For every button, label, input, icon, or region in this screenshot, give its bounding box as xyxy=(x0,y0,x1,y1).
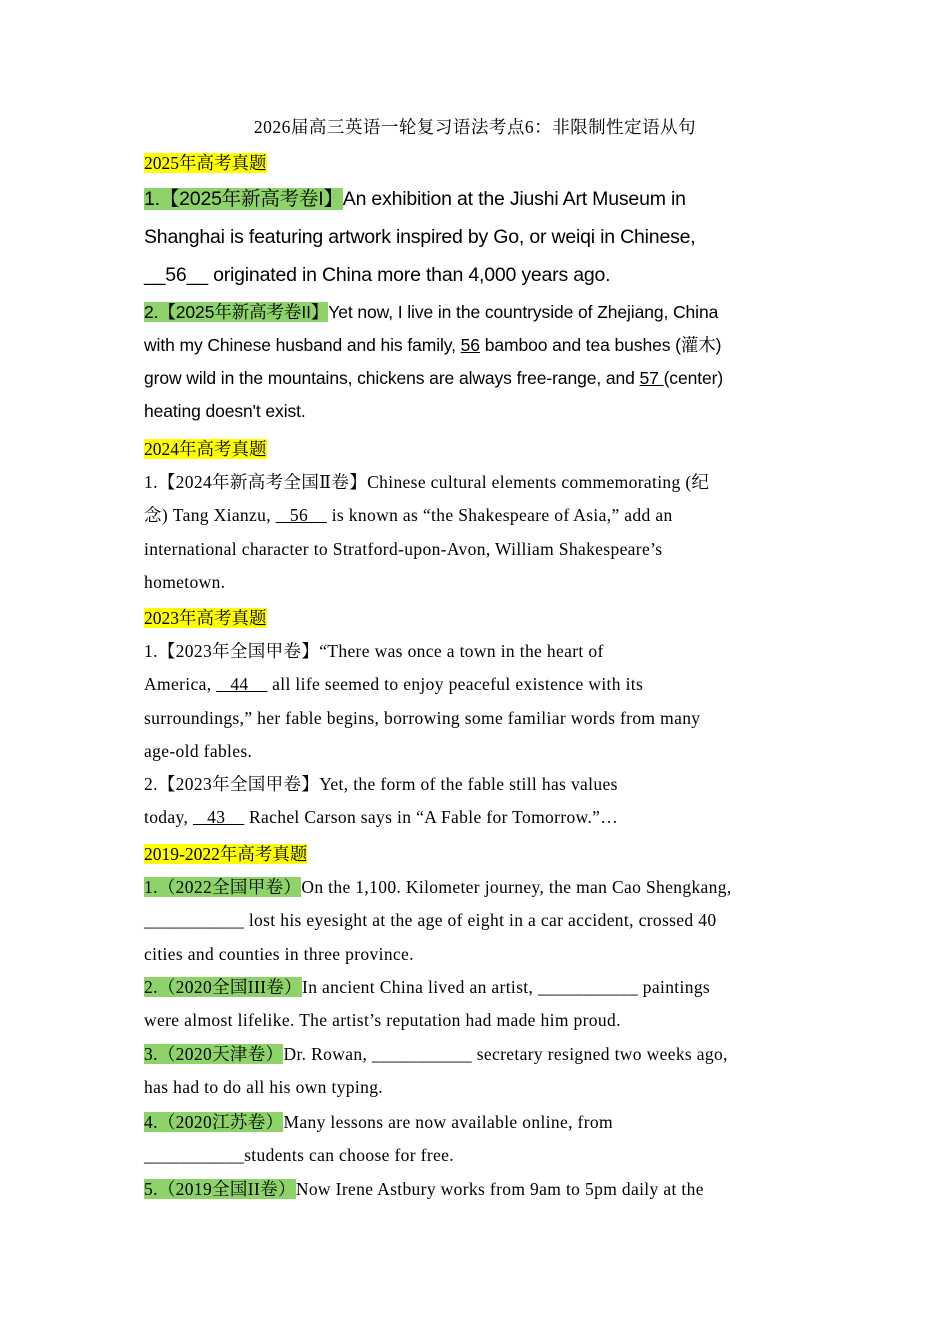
question-line: 4.（2020江苏卷）Many lessons are now available online, from xyxy=(144,1112,613,1132)
question-line: with my Chinese husband and his family, 56 bamboo and tea bushes (灌木) xyxy=(144,335,722,355)
question-tag: 1.【2023年全国甲卷】 xyxy=(144,641,320,661)
question-2023-2 xyxy=(144,768,809,835)
question-2020-4 xyxy=(144,1106,809,1173)
question-line: Shanghai is featuring artwork inspired by Go, or weiqi in Chinese, xyxy=(144,226,696,248)
question-line: age-old fables. xyxy=(144,740,253,761)
question-tag: 2.【2023年全国甲卷】 xyxy=(144,774,320,794)
blank-56: 56 xyxy=(275,505,327,526)
question-line: __56__ originated in China more than 4,000 years ago. xyxy=(144,264,611,286)
question-2025-1 xyxy=(144,180,809,294)
question-line xyxy=(144,180,809,218)
question-line: today, 43 Rachel Carson says in “A Fable for Tomorrow.”… xyxy=(144,807,619,828)
question-tag: 1.【2024年新高考全国Ⅱ卷】 xyxy=(144,472,368,492)
question-tag: 5.（2019全国II卷） xyxy=(144,1179,296,1199)
question-line xyxy=(144,296,809,329)
question-line: 5.（2019全国II卷）Now Irene Astbury works from 9am to 5pm daily at the xyxy=(144,1179,704,1199)
question-tag: 1.（2022全国甲卷） xyxy=(144,877,302,897)
question-tag: 4.（2020江苏卷） xyxy=(144,1112,284,1132)
question-line: 3.（2020天津卷）Dr. Rowan, ___________ secretary resigned two weeks ago, xyxy=(144,1044,728,1064)
question-line: hometown. xyxy=(144,571,226,592)
blank-56: 56 xyxy=(460,335,480,355)
blank-44: 44 xyxy=(216,674,268,695)
blank-43: 43 xyxy=(192,807,245,828)
question-tag: 2.（2020全国III卷） xyxy=(144,977,303,997)
question-2025-2 xyxy=(144,296,809,428)
question-text: Yet now, I live in the countryside of Zhejiang, China xyxy=(328,302,719,322)
section-heading-2019-2022: 2019-2022年高考真题 xyxy=(144,844,308,864)
question-line: 1.（2022全国甲卷）On the 1,100. Kilometer journey, the man Cao Shengkang, xyxy=(144,877,732,897)
blank-57: 57 xyxy=(639,368,664,388)
question-2020-3 xyxy=(144,1038,809,1105)
question-2022-1 xyxy=(144,871,809,971)
question-line: ___________students can choose for free. xyxy=(144,1145,454,1166)
question-line: 2.（2020全国III卷）In ancient China lived an artist, ___________ paintings xyxy=(144,977,711,997)
question-line: cities and counties in three province. xyxy=(144,943,414,964)
question-line: international character to Stratford-upon-Avon, William Shakespeare’s xyxy=(144,538,663,559)
question-line: has had to do all his own typing. xyxy=(144,1077,384,1098)
question-text: An exhibition at the Jiushi Art Museum in xyxy=(342,188,686,210)
section-heading-2024: 2024年高考真题 xyxy=(144,439,267,459)
question-line: 1.【2024年新高考全国Ⅱ卷】Chinese cultural elements commemorating (纪 xyxy=(144,472,710,492)
question-line: America, 44 all life seemed to enjoy peaceful existence with its xyxy=(144,674,644,695)
section-heading-2023: 2023年高考真题 xyxy=(144,608,267,628)
question-line: ___________ lost his eyesight at the age of eight in a car accident, crossed 40 xyxy=(144,910,717,931)
question-line: 1.【2023年全国甲卷】“There was once a town in the heart of xyxy=(144,641,604,661)
question-line: 念) Tang Xianzu, 56 is known as “the Shakespeare of Asia,” add an xyxy=(144,505,673,526)
question-line: were almost lifelike. The artist’s reputation had made him proud. xyxy=(144,1010,621,1031)
question-tag: 1.【2025年新高考卷I】 xyxy=(144,188,343,210)
question-2024-1 xyxy=(144,466,809,599)
question-2023-1 xyxy=(144,635,809,768)
section-heading-2025: 2025年高考真题 xyxy=(144,153,267,173)
question-line: surroundings,” her fable begins, borrowing some familiar words from many xyxy=(144,707,701,728)
question-2020-2 xyxy=(144,971,809,1038)
question-line: heating doesn't exist. xyxy=(144,401,306,421)
question-tag: 2.【2025年新高考卷II】 xyxy=(144,302,329,322)
question-line: grow wild in the mountains, chickens are always free-range, and 57 (center) xyxy=(144,368,724,388)
page-title: 2026届高三英语一轮复习语法考点6：非限制性定语从句 xyxy=(253,117,697,137)
question-tag: 3.（2020天津卷） xyxy=(144,1044,284,1064)
question-line: 2.【2023年全国甲卷】Yet, the form of the fable still has values xyxy=(144,774,618,794)
question-2019-5 xyxy=(144,1173,809,1206)
